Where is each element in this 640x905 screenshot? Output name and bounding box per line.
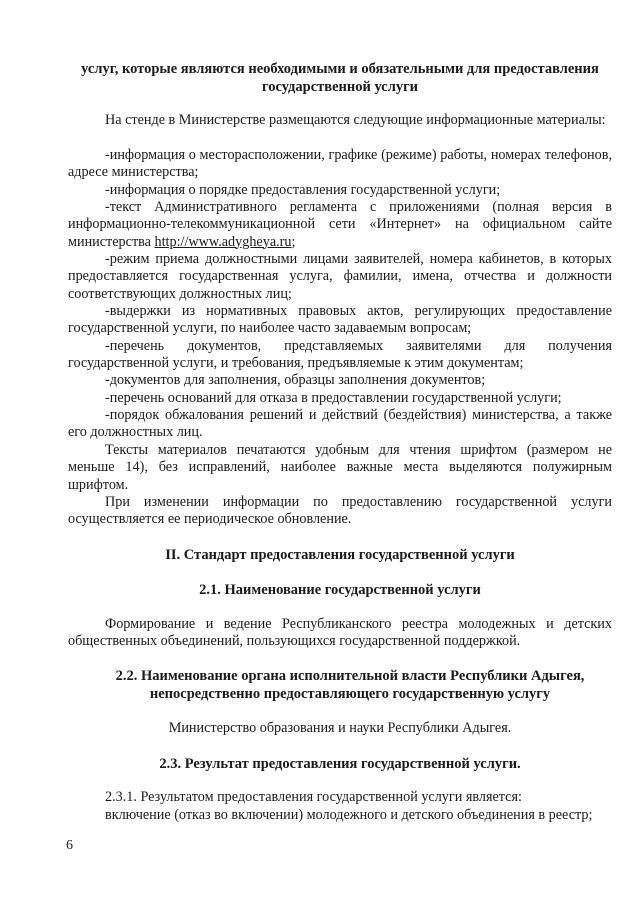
top-heading: услуг, которые являются необходимыми и обязательными для предоставления государственной услуги xyxy=(81,61,599,95)
list-item: -перечень документов, представляемых заявителями для получения государственной услуги, и требования, предъявляемые к этим документам; xyxy=(68,338,612,372)
reglament-end: ; xyxy=(291,233,296,250)
stand-intro: На стенде в Министерстве размещаются следующие информационные материалы: xyxy=(105,112,606,128)
list-item: -порядок обжалования решений и действий (бездействия) министерства, а также его должностных лиц. xyxy=(68,407,612,441)
reglament-text: -текст Административного регламента с приложениями (полная версия в информационно-телекоммуникационной сети «Интернет» на официальном сайте министерства xyxy=(68,199,612,250)
font-note: Тексты материалов печатаются удобным для чтения шрифтом (размером не меньше 14), без исправлений, наиболее важные места выделяются полужирным шрифтом. xyxy=(68,442,612,493)
list-item: -информация о порядке предоставления государственной услуги; xyxy=(105,182,501,198)
section-2-3-1-item: включение (отказ во включении) молодежного и детского объединения в реестр; xyxy=(105,807,593,823)
page-number: 6 xyxy=(66,838,73,853)
list-item: -информация о месторасположении, графике (режиме) работы, номерах телефонов, адресе министерства; xyxy=(68,147,612,181)
list-item: -перечень оснований для отказа в предоставлении государственной услуги; xyxy=(105,390,562,406)
section-2-3-1-text: 2.3.1. Результатом предоставления государственной услуги является: xyxy=(105,789,522,805)
section-2-1-text: Формирование и ведение Республиканского реестра молодежных и детских общественных объединений, пользующихся государственной поддержкой. xyxy=(68,616,612,650)
section-2-title: II. Стандарт предоставления государственной услуги xyxy=(165,547,515,563)
ministry-website-link[interactable]: http://www.adygheya.ru xyxy=(154,233,292,250)
section-2-2-title: 2.2. Наименование органа исполнительной власти Республики Адыгея, непосредственно предоставляющего государственную услугу xyxy=(115,668,585,702)
list-item: -документов для заполнения, образцы заполнения документов; xyxy=(105,372,486,388)
section-2-1-title: 2.1. Наименование государственной услуги xyxy=(199,582,481,598)
list-item-reglament xyxy=(68,199,612,251)
update-note: При изменении информации по предоставлению государственной услуги осуществляется ее периодическое обновление. xyxy=(68,494,612,528)
list-item: -выдержки из нормативных правовых актов, регулирующих предоставление государственной услуги, по наиболее часто задаваемым вопросам; xyxy=(68,303,612,337)
list-item: -режим приема должностными лицами заявителей, номера кабинетов, в которых предоставляется государственная услуга, фамилии, имена, отчества и должности соответствующих должностных лиц; xyxy=(68,251,612,302)
section-2-3-title: 2.3. Результат предоставления государственной услуги. xyxy=(159,756,521,772)
section-2-2-text: Министерство образования и науки Республики Адыгея. xyxy=(168,720,512,736)
